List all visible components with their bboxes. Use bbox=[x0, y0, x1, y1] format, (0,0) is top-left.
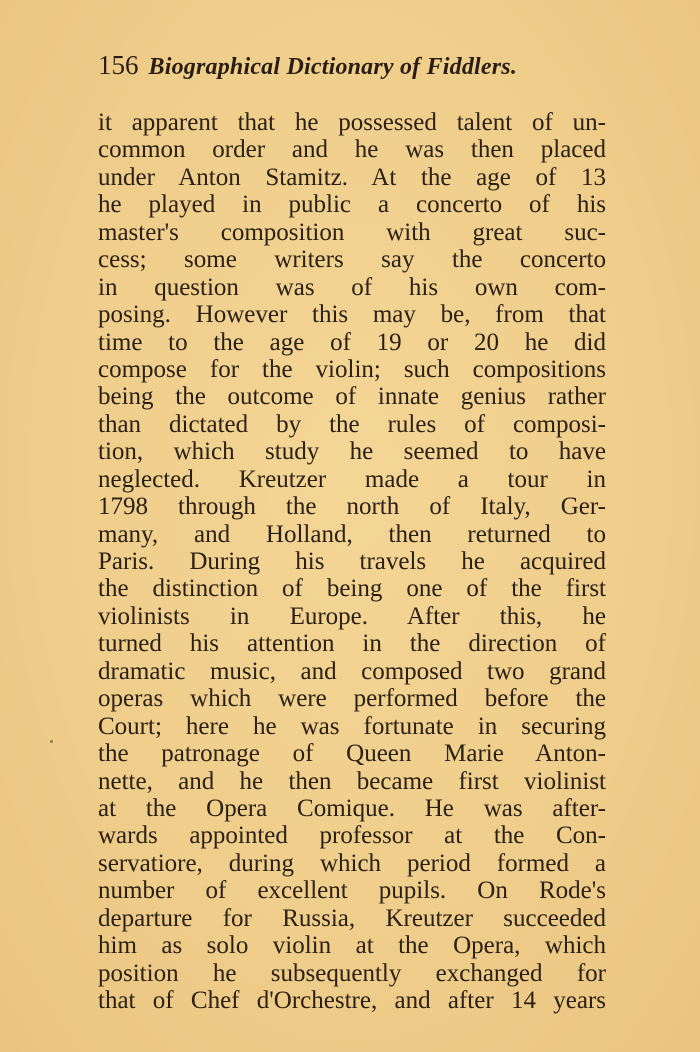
text-line: departure for Russia, Kreutzer succeeded bbox=[98, 904, 606, 932]
text-line: under Anton Stamitz. At the age of 13 bbox=[98, 163, 606, 191]
text-line: operas which were performed before the bbox=[98, 685, 606, 713]
text-line: time to the age of 19 or 20 he did bbox=[98, 328, 606, 356]
text-line: master's composition with great suc- bbox=[98, 218, 606, 246]
text-line: being the outcome of innate genius rather bbox=[98, 383, 606, 411]
running-title: Biographical Dictionary of Fiddlers. bbox=[148, 54, 518, 80]
text-line: compose for the violin; such compositions bbox=[98, 355, 606, 383]
text-line: common order and he was then placed bbox=[98, 136, 606, 164]
text-line: him as solo violin at the Opera, which bbox=[98, 932, 606, 960]
text-line: than dictated by the rules of composi- bbox=[98, 410, 606, 438]
text-line: in question was of his own com- bbox=[98, 273, 606, 301]
page-header bbox=[98, 50, 618, 90]
text-line: position he subsequently exchanged for bbox=[98, 959, 606, 987]
text-line: number of excellent pupils. On Rode's bbox=[98, 877, 606, 905]
text-line: turned his attention in the direction of bbox=[98, 630, 606, 658]
text-line: violinists in Europe. After this, he bbox=[98, 602, 606, 630]
text-line: servatiore, during which period formed a bbox=[98, 849, 606, 877]
text-line: tion, which study he seemed to have bbox=[98, 438, 606, 466]
text-line: many, and Holland, then returned to bbox=[98, 520, 606, 548]
text-line: at the Opera Comique. He was after- bbox=[98, 794, 606, 822]
text-line: 1798 through the north of Italy, Ger- bbox=[98, 493, 606, 521]
body-text bbox=[98, 109, 606, 1014]
text-line: cess; some writers say the concerto bbox=[98, 246, 606, 274]
text-line: Paris. During his travels he acquired bbox=[98, 548, 606, 575]
text-line: dramatic music, and composed two grand bbox=[98, 657, 606, 685]
text-line: he played in public a concerto of his bbox=[98, 191, 606, 219]
text-line: wards appointed professor at the Con- bbox=[98, 822, 606, 850]
page-number: 156 bbox=[98, 50, 139, 80]
text-line: posing. However this may be, from that bbox=[98, 301, 606, 329]
text-line: it apparent that he possessed talent of un- bbox=[98, 109, 606, 136]
text-line: that of Chef d'Orchestre, and after 14 years bbox=[98, 987, 606, 1014]
text-line: nette, and he then became first violinist bbox=[98, 767, 606, 795]
text-line: Court; here he was fortunate in securing bbox=[98, 712, 606, 740]
text-line: the patronage of Queen Marie Anton- bbox=[98, 740, 606, 768]
text-line: neglected. Kreutzer made a tour in bbox=[98, 465, 606, 493]
text-line: the distinction of being one of the first bbox=[98, 575, 606, 603]
paper-speck bbox=[50, 740, 53, 743]
